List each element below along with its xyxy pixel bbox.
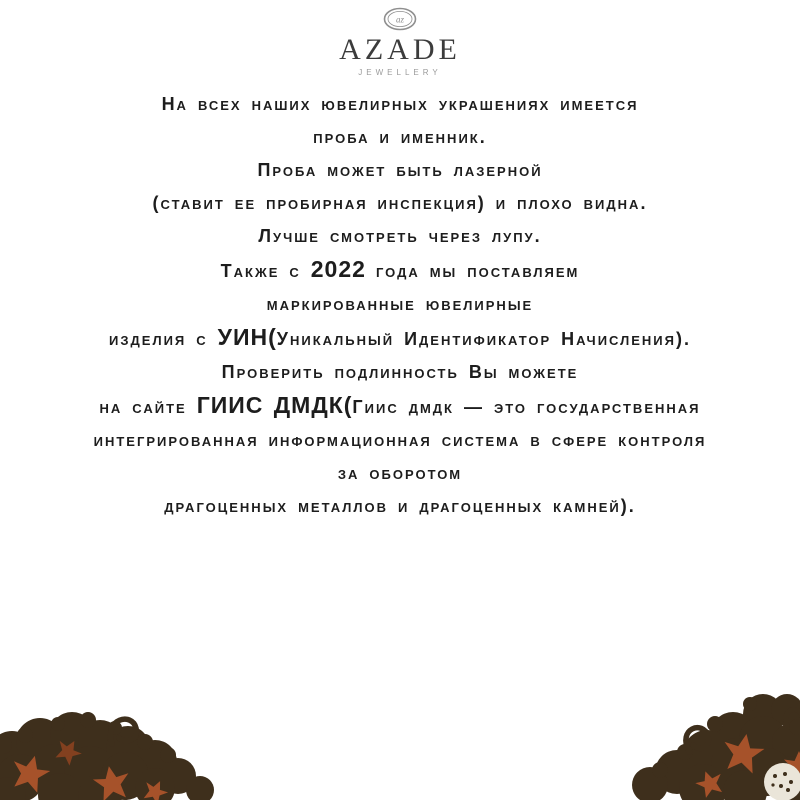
tendril-curl-icon — [111, 719, 137, 744]
text-segment: Гиис дмдк — это государственная — [352, 397, 701, 417]
text-line — [10, 253, 790, 288]
text-segment: Также с — [220, 261, 311, 281]
text-segment: интегрированная информационная система в сфере контроля — [93, 430, 707, 450]
brand-emblem-icon — [0, 6, 800, 34]
emphasized-text: 2022 — [310, 256, 366, 282]
foliage-cluster — [0, 712, 214, 800]
text-segment: Проба может быть лазерной — [257, 160, 543, 180]
flower-dark — [51, 735, 85, 768]
text-line — [10, 321, 790, 356]
text-segment: маркированные ювелирные — [266, 294, 534, 314]
white-flower — [764, 763, 800, 800]
text-line — [10, 424, 790, 457]
text-line — [10, 457, 790, 490]
text-segment: На всех наших ювелирных украшениях имеется — [161, 94, 639, 114]
text-line — [10, 389, 790, 424]
tendril-curl-icon — [786, 709, 800, 726]
text-segment: Уникальный Идентификатор Начисления). — [276, 329, 691, 349]
floral-ornament-left — [0, 700, 235, 800]
text-segment: на сайте — [99, 397, 197, 417]
text-segment: (ставит ее пробирная инспекция) и плохо видна. — [152, 193, 648, 213]
emphasized-text: УИН( — [217, 324, 277, 350]
text-line — [10, 154, 790, 187]
text-line — [10, 490, 790, 523]
flower-group — [8, 751, 171, 800]
text-line — [10, 187, 790, 220]
text-line — [10, 88, 790, 121]
monogram-text: az — [395, 14, 405, 25]
text-segment: драгоценных металлов и драгоценных камней). — [164, 496, 636, 516]
floral-ornament-right — [615, 682, 800, 800]
body-text — [10, 88, 790, 523]
brand-tagline: JEWELLERY — [358, 68, 442, 77]
flower-group — [693, 731, 800, 800]
text-segment: проба и именник. — [313, 127, 487, 147]
monogram-oval-icon — [382, 6, 418, 32]
tendril-curl-icon — [686, 728, 709, 752]
text-segment: Проверить подлинность Вы можете — [221, 362, 579, 382]
emphasized-text: ГИИС ДМДК( — [196, 392, 353, 418]
text-segment: года мы поставляем — [365, 261, 580, 281]
text-line — [10, 220, 790, 253]
text-segment: изделия с — [109, 329, 218, 349]
foliage-cluster — [632, 694, 800, 800]
brand-logo — [0, 6, 800, 77]
text-line — [10, 121, 790, 154]
text-line — [10, 288, 790, 321]
text-segment: Лучше смотреть через лупу. — [258, 226, 542, 246]
text-segment: за оборотом — [337, 463, 463, 483]
brand-name: AZADE — [339, 33, 461, 66]
text-line — [10, 356, 790, 389]
